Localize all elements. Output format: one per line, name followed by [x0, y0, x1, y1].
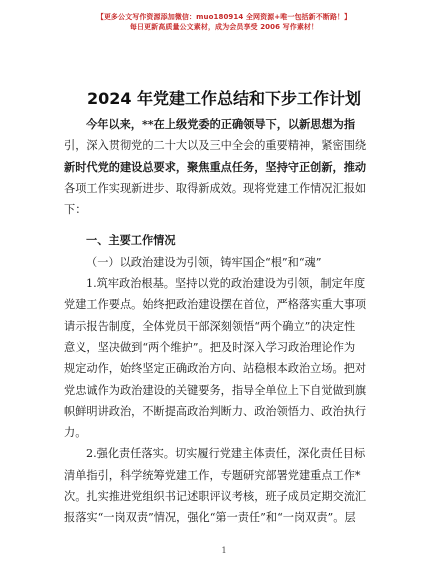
promo-banner-line-1: 【更多公文写作资源添加微信：muo180914 全网资源+唯一包括新不断路！】: [96, 13, 352, 21]
page-number: 1: [221, 546, 227, 555]
paragraph-line: 规定动作，始终坚定正确政治方向、站稳根本政治立场。把对: [64, 362, 367, 376]
paragraph-line: 今年以来，**在上级党委的正确领导下，以新思想为指: [86, 117, 356, 131]
section-heading: 一、主要工作情况: [86, 233, 176, 248]
paragraph-line: 报落实“一岗双责”情况，强化“第一责任”和“一岗双责”。层: [64, 511, 356, 525]
paragraph-line: 各项工作实现新进步、取得新成效。现将党建工作情况汇报如: [64, 181, 367, 195]
paragraph-line: 党建工作要点。始终把政治建设摆在首位，严格落实重大事项: [64, 298, 367, 312]
paragraph-line: 党忠诚作为政治建设的关键要务，指导全单位上下自觉做到旗: [64, 383, 367, 397]
document-title: 2024 年党建工作总结和下步工作计划: [86, 89, 362, 108]
paragraph-line: 帜鲜明讲政治，不断提高政治判断力、政治领悟力、政治执行: [64, 404, 367, 418]
paragraph-line: 新时代党的建设总要求，聚焦重点任务，坚持守正创新，推动: [64, 159, 367, 174]
paragraph-line: 次。扎实推进党组织书记述职评议考核，班子成员定期交流汇: [64, 490, 367, 504]
paragraph-line: 引，深入贯彻党的二十大以及三中全会的重要精神，紧密围绕: [64, 139, 367, 153]
document-body: [64, 114, 390, 529]
paragraph-line: 力。: [64, 426, 87, 440]
paragraph-line: 2.强化责任落实。切实履行党建主体责任，深化责任目标: [86, 447, 366, 461]
promo-banner-line-2: 每日更新高质量公文素材，成为会员享受 2006 写作素材！: [129, 23, 319, 31]
paragraph-line: 下：: [64, 203, 87, 217]
paragraph-line: 请示报告制度，全体党员干部深刻领悟“两个确立”的决定性: [64, 319, 356, 333]
subsection-heading: （一）以政治建设为引领，铸牢国企“根”和“魂”: [86, 255, 322, 269]
paragraph-line: 清单指引，科学统筹党建工作，专题研究部署党建重点工作*: [64, 468, 361, 482]
paragraph-line: 1.筑牢政治根基。坚持以党的政治建设为引领，制定年度: [86, 277, 366, 291]
paragraph-line: 意义，坚决做到“两个维护”。把及时深入学习政治理论作为: [64, 340, 356, 354]
